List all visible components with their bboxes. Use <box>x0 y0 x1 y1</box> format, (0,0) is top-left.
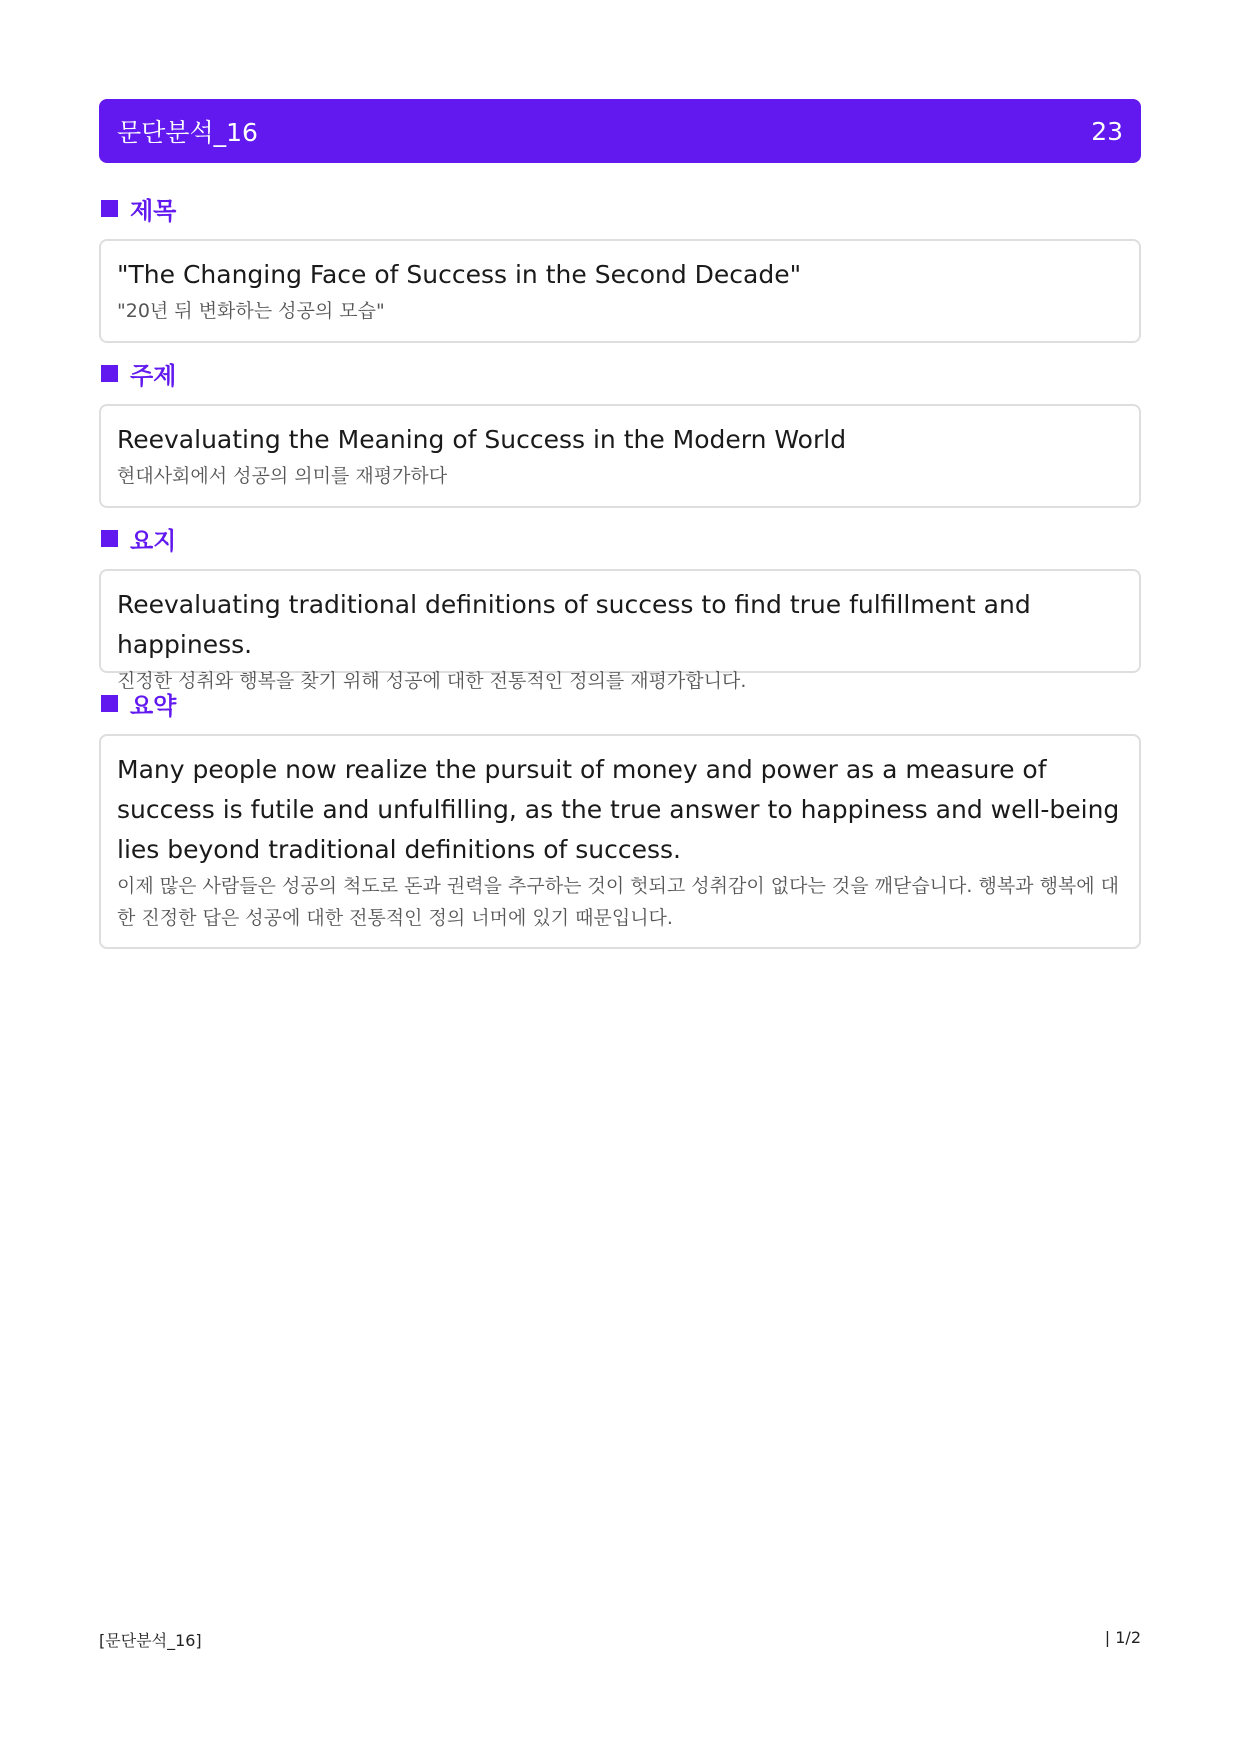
section-heading-summary <box>101 686 176 720</box>
section-heading-title <box>101 191 176 225</box>
title-korean: "20년 뒤 변화하는 성공의 모습" <box>117 300 385 322</box>
square-bullet-icon <box>101 530 118 547</box>
gist-korean: 진정한 성취와 행복을 찾기 위해 성공에 대한 전통적인 정의를 재평가합니다. <box>117 670 747 692</box>
summary-box <box>99 734 1141 949</box>
gist-box <box>99 569 1141 692</box>
section-heading-theme <box>101 356 176 390</box>
title-box <box>99 239 1141 343</box>
header-number: 23 <box>1091 116 1123 146</box>
header-title: 문단분석_16 <box>117 118 258 147</box>
title-english: "The Changing Face of Success in the Second Decade" <box>117 260 802 289</box>
section-heading-label: 요지 <box>130 526 177 555</box>
section-heading-label: 주제 <box>130 361 177 390</box>
theme-korean: 현대사회에서 성공의 의미를 재평가하다 <box>117 465 448 487</box>
footer-left: [문단분석_16] <box>99 1631 202 1650</box>
summary-english: Many people now realize the pursuit of money and power as a measure of success is futile and unfulfilling, as the true answer to happiness and well-being lies beyond traditional definitions of success. <box>117 755 1120 864</box>
square-bullet-icon <box>101 200 118 217</box>
footer-page-number: | 1/2 <box>1104 1628 1141 1647</box>
theme-box <box>99 404 1141 508</box>
section-heading-label: 요약 <box>130 691 177 720</box>
header-bar <box>99 99 1141 163</box>
gist-english: Reevaluating traditional definitions of success to find true fulfillment and happiness. <box>117 590 1031 659</box>
summary-korean: 이제 많은 사람들은 성공의 척도로 돈과 권력을 추구하는 것이 헛되고 성취감이 없다는 것을 깨닫습니다. 행복과 행복에 대한 진정한 답은 성공에 대한 전통적인 정의 너머에 있기 때문입니다. <box>117 875 1120 929</box>
section-heading-label: 제목 <box>130 196 177 225</box>
square-bullet-icon <box>101 695 118 712</box>
section-heading-gist <box>101 521 176 555</box>
square-bullet-icon <box>101 365 118 382</box>
theme-english: Reevaluating the Meaning of Success in the Modern World <box>117 425 847 454</box>
